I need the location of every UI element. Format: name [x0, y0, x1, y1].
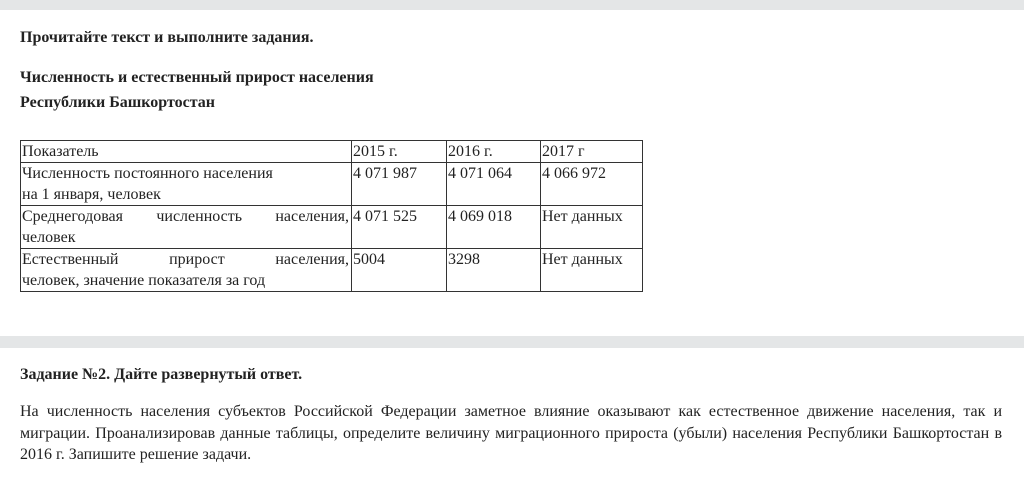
row-label-line-2: человек — [22, 229, 76, 246]
row-label-line-2: человек, значение показателя за год — [22, 272, 266, 289]
cell-2015: 4 071 525 — [352, 206, 447, 249]
header-2016: 2016 г. — [447, 141, 541, 163]
cell-2017: Нет данных — [541, 206, 643, 249]
cell-2016: 3298 — [447, 249, 541, 292]
task-heading: Задание №2. Дайте развернутый ответ. — [20, 366, 303, 383]
population-table — [20, 140, 643, 292]
table-title — [20, 65, 374, 115]
row-label-line-1: Численность постоянного населения — [22, 165, 273, 182]
cell-2016: 4 071 064 — [447, 163, 541, 206]
task-text: На численность населения субъектов Российской Федерации заметное влияние оказывают как естественное движение населения, так и миграции. Проанализировав данные таблицы, определите величину миграционного прироста (убыли) населения Республики Башкортостан в 2016 г. Запишите решение задачи. — [20, 403, 1002, 463]
cell-2015: 4 071 987 — [352, 163, 447, 206]
row-label-line-1: Среднегодовая численность населения, — [22, 208, 349, 225]
header-2015: 2015 г. — [352, 141, 447, 163]
header-indicator: Показатель — [21, 141, 352, 163]
cell-2017: Нет данных — [541, 249, 643, 292]
table-row — [21, 163, 643, 206]
row-label — [21, 206, 352, 249]
table-title-line-1: Численность и естественный прирост населения — [20, 69, 374, 86]
top-divider-band — [0, 0, 1024, 10]
row-label-line-1: Естественный прирост населения, — [22, 251, 349, 268]
cell-2016: 4 069 018 — [447, 206, 541, 249]
row-label-line-2: на 1 января, человек — [22, 186, 161, 203]
section-divider-band — [0, 336, 1024, 348]
cell-2015: 5004 — [352, 249, 447, 292]
table-title-line-2: Республики Башкортостан — [20, 94, 216, 111]
table-row — [21, 249, 643, 292]
table-header-row — [21, 141, 643, 163]
table-row — [21, 206, 643, 249]
header-2017: 2017 г — [541, 141, 643, 163]
row-label — [21, 249, 352, 292]
cell-2017: 4 066 972 — [541, 163, 643, 206]
instruction-text: Прочитайте текст и выполните задания. — [20, 29, 314, 46]
row-label — [21, 163, 352, 206]
